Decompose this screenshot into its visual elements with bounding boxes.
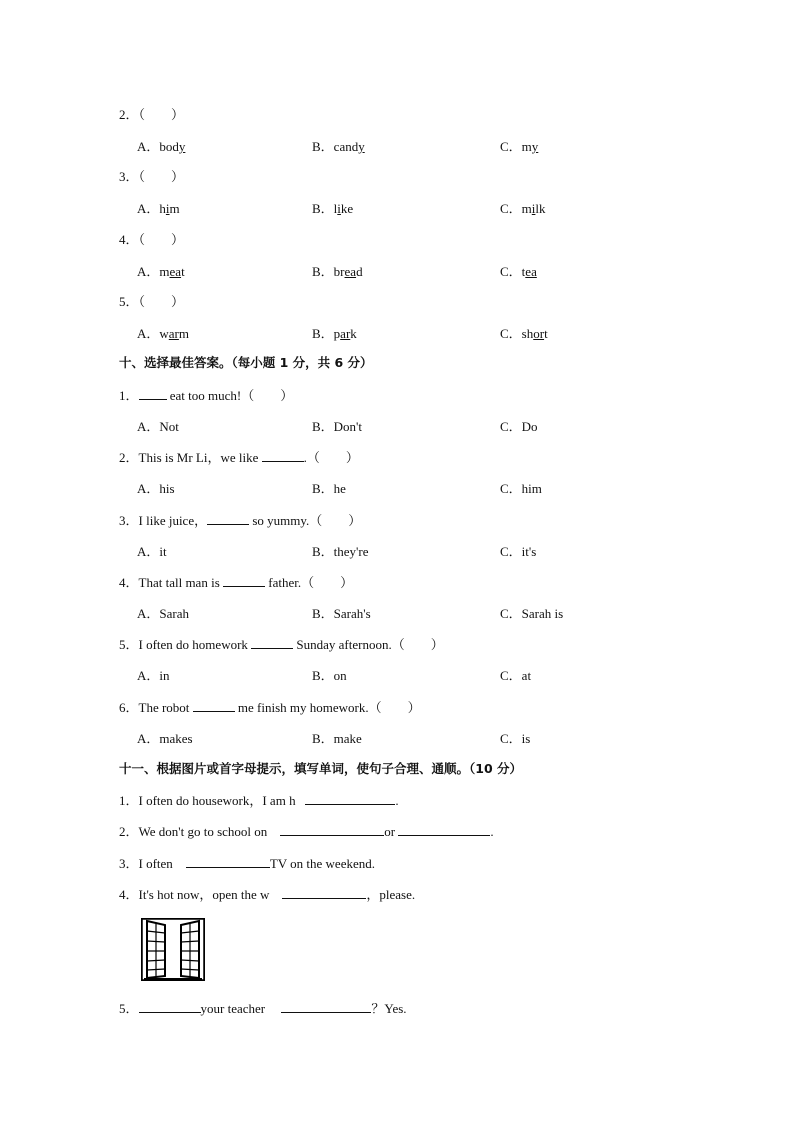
option-a: A．body: [137, 139, 186, 154]
question-stem: 2．（ ）: [119, 107, 185, 122]
option-c: C．milk: [500, 201, 546, 216]
window-picture: [141, 918, 205, 981]
option-b: B．Sarah's: [312, 606, 371, 621]
question-stem: 4．（ ）: [119, 232, 185, 247]
question-stem: 1． eat too much!（ ）: [119, 388, 294, 403]
option-b: B．they're: [312, 544, 369, 559]
option-b: B．park: [312, 326, 357, 341]
option-c: C．is: [500, 731, 531, 746]
option-c: C．Sarah is: [500, 606, 564, 621]
option-a: A．it: [137, 544, 167, 559]
option-a: A．warm: [137, 326, 190, 341]
question-stem: 4．That tall man is father.（ ）: [119, 575, 354, 590]
question-stem: 3．I like juice， so yummy.（ ）: [119, 513, 362, 528]
question-stem: 6．The robot me finish my homework.（ ）: [119, 700, 421, 715]
option-c: C．my: [500, 139, 539, 154]
answer-blank[interactable]: [251, 637, 293, 649]
answer-blank[interactable]: [262, 450, 304, 462]
option-c: C．him: [500, 481, 542, 496]
option-b: B．Don't: [312, 419, 363, 434]
answer-blank[interactable]: [139, 1001, 201, 1013]
s11-q5: 5． your teacher ？Yes.: [119, 1001, 407, 1016]
s11-q2: 2．We don't go to school on or .: [119, 824, 494, 839]
answer-paren[interactable]: （ ）: [138, 107, 185, 122]
answer-blank[interactable]: [305, 793, 395, 805]
option-a: A．Sarah: [137, 606, 189, 621]
option-a: A．his: [137, 481, 175, 496]
option-b: B．candy: [312, 139, 365, 154]
s11-q4: 4．It's hot now，open the w ，please.: [119, 887, 416, 902]
question-stem: 5．（ ）: [119, 294, 185, 309]
option-c: C．short: [500, 326, 548, 341]
answer-blank[interactable]: [186, 856, 270, 868]
answer-blank[interactable]: [280, 824, 384, 836]
answer-paren[interactable]: （ ）: [138, 232, 185, 247]
option-c: C．at: [500, 668, 532, 683]
option-a: A．in: [137, 668, 170, 683]
answer-blank[interactable]: [193, 700, 235, 712]
option-b: B．he: [312, 481, 346, 496]
option-b: B．bread: [312, 264, 363, 279]
answer-blank[interactable]: [282, 887, 366, 899]
option-a: A．Not: [137, 419, 179, 434]
question-stem: 3．（ ）: [119, 169, 185, 184]
answer-paren[interactable]: （ ）: [138, 169, 185, 184]
option-c: C．Do: [500, 419, 538, 434]
answer-blank[interactable]: [139, 388, 167, 400]
answer-blank[interactable]: [207, 513, 249, 525]
s11-q1: 1．I often do housework，I am h .: [119, 793, 399, 808]
option-a: A．makes: [137, 731, 193, 746]
answer-blank[interactable]: [223, 575, 265, 587]
answer-paren[interactable]: （ ）: [138, 294, 185, 309]
question-stem: 2．This is Mr Li，we like .（ ）: [119, 450, 359, 465]
s11-q3: 3．I often TV on the weekend.: [119, 856, 375, 871]
option-c: C．it's: [500, 544, 537, 559]
option-a: A．meat: [137, 264, 185, 279]
answer-blank[interactable]: [281, 1001, 371, 1013]
answer-blank[interactable]: [398, 824, 490, 836]
option-c: C．tea: [500, 264, 537, 279]
option-b: B．make: [312, 731, 362, 746]
option-b: B．like: [312, 201, 354, 216]
section-11-heading: 十一、根据图片或首字母提示，填写单词，使句子合理、通顺。（10 分）: [119, 761, 522, 776]
question-stem: 5．I often do homework Sunday afternoon.（ ）: [119, 637, 444, 652]
option-a: A．him: [137, 201, 180, 216]
section-10-heading: 十、选择最佳答案。（每小题 1 分，共 6 分）: [119, 355, 373, 370]
option-b: B．on: [312, 668, 347, 683]
